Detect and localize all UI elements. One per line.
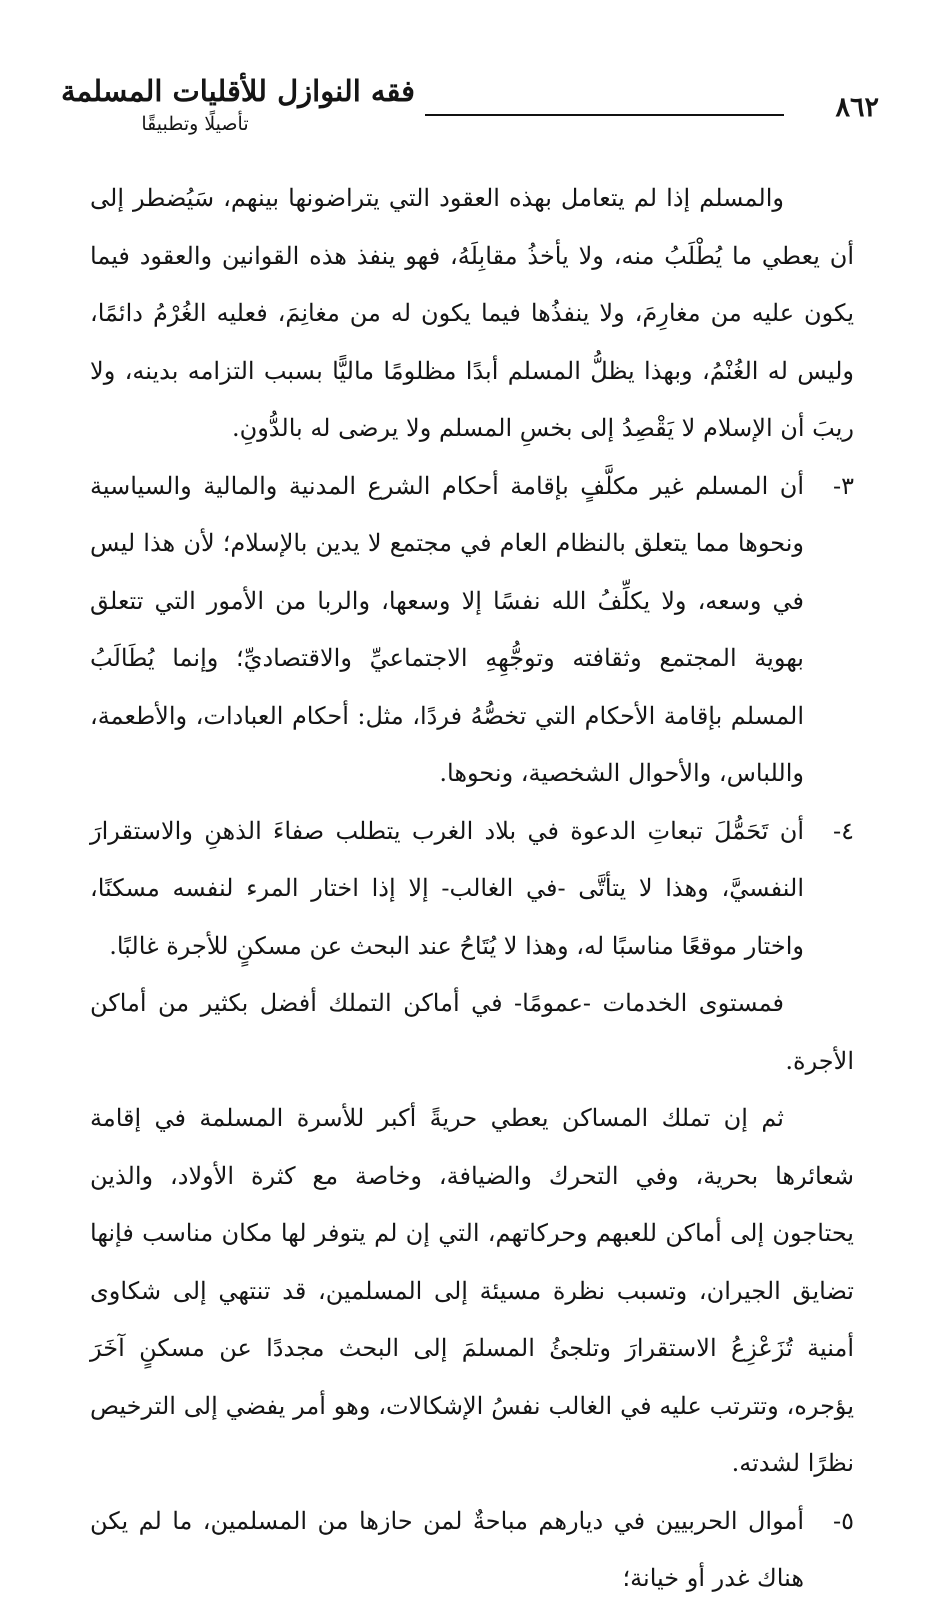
list-item-text: أموال الحربيين في ديارهم مباحةٌ لمن حازها من المسلمين، ما لم يكن هناك غدر أو خيانة؛ bbox=[90, 1506, 804, 1592]
page-number: ٨٦٢ bbox=[835, 92, 879, 123]
book-subtitle: تأصيلًا وتطبيقًا bbox=[141, 113, 249, 135]
paragraph-services: فمستوى الخدمات -عمومًا- في أماكن التملك أفضل بكثير من أماكن الأجرة. bbox=[90, 989, 854, 1075]
list-item-3 bbox=[90, 458, 854, 803]
list-item-4 bbox=[90, 803, 854, 976]
list-item-text: أن تَحَمُّلَ تبعاتِ الدعوة في بلاد الغرب يتطلب صفاءَ الذهنِ والاستقرارَ النفسيَّ، وهذا لا يتأتَّى -في الغالب- إلا إذا اختار المرء لنفسه مسكنًا، واختار موقعًا مناسبًا له، وهذا لا يُتَاحُ عند البحث عن مسكنٍ للأجرة غالبًا. bbox=[90, 816, 804, 960]
list-item-number: ٤- bbox=[833, 816, 854, 845]
header-rule bbox=[425, 114, 784, 116]
list-item-5 bbox=[90, 1493, 854, 1608]
paragraph-muslim-contracts: والمسلم إذا لم يتعامل بهذه العقود التي يتراضونها بينهم، سَيُضطر إلى أن يعطي ما يُطْلَبُ منه، ولا يأخذُ مقابِلَهُ، فهو ينفذ هذه القوانين والعقود فيما يكون عليه من مغارِمَ، ولا ينفذُها فيما يكون له من مغانِمَ، فعليه الغُرْمُ دائمًا، وليس له الغُنْمُ، وبهذا يظلُّ المسلم أبدًا مظلومًا ماليًّا بسبب التزامه بدينه، ولا ريبَ أن الإسلام لا يَقْصِدُ إلى بخسِ المسلم ولا يرضى له بالدُّونِ. bbox=[90, 184, 854, 442]
paragraph-ownership: ثم إن تملك المساكن يعطي حريةً أكبر للأسرة المسلمة في إقامة شعائرها بحرية، وفي التحرك والضيافة، وخاصة مع كثرة الأولاد، والذين يحتاجون إلى أماكن للعبهم وحركاتهم، التي إن لم يتوفر لها مكان مناسب فإنها تضايق الجيران، وتسبب نظرة مسيئة إلى المسلمين، قد تنتهي إلى شكاوى أمنية تُزَعْزِعُ الاستقرارَ وتلجئُ المسلمَ إلى البحث مجددًا عن مسكنٍ آخَرَ يؤجره، وتترتب عليه في الغالب نفسُ الإشكالات، وهو أمر يفضي إلى الترخيص نظرًا لشدته. bbox=[90, 1104, 854, 1477]
list-item-text: أن المسلم غير مكلَّفٍ بإقامة أحكام الشرع المدنية والمالية والسياسية ونحوها مما يتعلق بالنظام العام في مجتمع لا يدين بالإسلام؛ لأن هذا ليس في وسعه، ولا يكلِّفُ الله نفسًا إلا وسعها، والربا من الأمور التي تتعلق بهوية المجتمع وثقافته وتوجُّهِهِ الاجتماعيِّ والاقتصاديِّ؛ وإنما يُطَالَبُ المسلم بإقامة الأحكام التي تخصُّهُ فردًا، مثل: أحكام العبادات، والأطعمة، واللباس، والأحوال الشخصية، ونحوها. bbox=[90, 471, 804, 787]
book-title-logo bbox=[60, 70, 415, 136]
page-body bbox=[90, 170, 854, 1608]
list-item-number: ٣- bbox=[833, 471, 854, 500]
page-header bbox=[60, 70, 879, 150]
list-item-number: ٥- bbox=[833, 1506, 854, 1535]
book-title: فقه النوازل للأقليات المسلمة bbox=[60, 74, 415, 108]
